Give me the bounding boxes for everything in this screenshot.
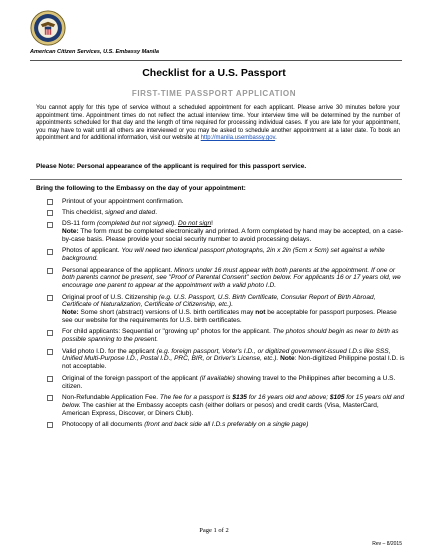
- item-emphasis: for 15 years old and below.: [62, 393, 405, 409]
- page-title: Checklist for a U.S. Passport: [142, 67, 286, 79]
- checkbox-icon[interactable]: [47, 249, 53, 255]
- note-label: Note: [280, 355, 295, 363]
- checkbox-icon[interactable]: [47, 349, 53, 355]
- item-emphasis: (e.g. foreign passport, Voter's I.D., or digitized government-issued I.D.s like SSS, Unified Multi-Purpose I.D., Postal I.D., PRC, BIR, or Driver's License, etc.).: [62, 347, 391, 363]
- note-label: Note:: [62, 309, 79, 317]
- item-note-text: The form must be completed electronically and printed. A form completed by hand may be accepted, on a case-by-case basis. Please provide your social security number to avoid processing delays.: [62, 228, 404, 244]
- item-emphasis: signed and dated: [104, 209, 156, 217]
- item-text: For child applicants: Sequential or "growing up" photos for the applicant.: [62, 328, 273, 336]
- item-text: DS-11 form: [62, 220, 97, 228]
- checklist-item-citizenship-proof: [36, 294, 406, 326]
- item-text: Original proof of U.S. Citizenship: [62, 293, 159, 301]
- item-emphasis: (front and back side all I.D.s preferably on a single page): [144, 420, 309, 428]
- item-text-end: showing travel to the Philippines after becoming a U.S. citizen.: [62, 374, 396, 390]
- item-emphasis: Minors under 16 must appear with both parents at the appointment. If one or both parents cannot be present, see "Proof of Parental Consent" section below. For applicants 16 or 17 years old, we encourage one parent to appear at the appointment with a valid photo I.D.: [62, 266, 401, 290]
- item-emphasis: (e.g. U.S. Passport, U.S. Birth Certificate, Consular Report of Birth Abroad, Certificate of Naturalization, Certificate of Citizenship, etc.).: [62, 293, 376, 309]
- checkbox-icon[interactable]: [47, 222, 53, 228]
- embassy-website-link[interactable]: http://manila.usembassy.gov: [200, 135, 276, 142]
- item-emphasis: (if available): [199, 374, 235, 382]
- item-emphasis: The fee for a passport is: [159, 393, 233, 401]
- item-text: !: [211, 220, 213, 228]
- item-text: Printout of your appointment confirmation.: [62, 198, 184, 205]
- item-text: Non-Refundable Application Fee.: [62, 393, 160, 401]
- checkbox-icon[interactable]: [47, 395, 53, 401]
- checklist-item-appointment: [36, 198, 406, 206]
- item-emphasis: You will need two identical passport photographs, 2in x 2in (5cm x 5cm) set against a white background.: [62, 247, 385, 263]
- item-note-text-end: be acceptable for passport purposes. Please see our website for the requirements for U.S. birth certificates.: [62, 309, 397, 325]
- item-emphasis: for 16 years old and above;: [246, 393, 330, 401]
- checkbox-icon[interactable]: [47, 199, 53, 205]
- item-note-text: : Non-digitized Philippine postal I.D. is not acceptable.: [62, 355, 405, 371]
- item-note-text: Some short (abstract) versions of U.S. birth certificates may: [78, 309, 256, 317]
- checkbox-icon[interactable]: [47, 268, 53, 274]
- checkbox-icon[interactable]: [47, 330, 53, 336]
- checklist-item-photos: [36, 247, 406, 263]
- checklist-item-photo-id: [36, 348, 406, 372]
- org-name: American Citizen Services, U.S. Embassy Manila: [30, 49, 160, 55]
- checkbox-icon[interactable]: [47, 295, 53, 301]
- revision-date: Rev – 8/2015: [372, 541, 402, 547]
- not-emphasis: not: [255, 309, 266, 317]
- bring-heading: Bring the following to the Embassy on the day of your appointment:: [36, 185, 246, 192]
- item-text: Photocopy of all documents: [62, 420, 145, 428]
- checklist-item-personal-appearance: [36, 267, 406, 291]
- fee-adult: $135: [232, 393, 247, 401]
- us-embassy-seal-icon: [30, 10, 66, 46]
- checklist-item-ds11: [36, 220, 406, 244]
- personal-appearance-note: Please Note: Personal appearance of the applicant is required for this passport service.: [36, 163, 307, 170]
- item-emphasis: (completed but not signed).: [96, 220, 178, 228]
- fee-minor: $105: [329, 393, 345, 401]
- item-text: This checklist,: [62, 209, 105, 217]
- do-not-sign-text: Do not sign: [177, 220, 212, 228]
- item-text-end: The cashier at the Embassy accepts cash (either dollars or pesos) and credit cards (Visa, MasterCard, American Express, Discover, or Diners Club).: [62, 401, 379, 417]
- item-text: Personal appearance of the applicant.: [62, 266, 175, 274]
- header-divider: [30, 60, 402, 61]
- checklist-item-child-photos: [36, 328, 406, 344]
- checklist-item-this-checklist: [36, 209, 406, 217]
- checkbox-icon[interactable]: [47, 376, 53, 382]
- intro-paragraph: [36, 105, 400, 143]
- item-text: Photos of applicant.: [62, 247, 122, 255]
- intro-end: .: [275, 135, 277, 142]
- note-label: Note:: [62, 228, 79, 236]
- checklist-item-photocopies: [36, 421, 406, 429]
- intro-text: You cannot apply for this type of service without a scheduled appointment for each applicant. Please arrive 30 minutes before your appointment time. Appointment times do not reflect the actual interview time. Your interview time will be determined by the number of appointments scheduled for that day and the length of time required for processing individual cases. If you are late for your appointment, you may have to wait until all others are interviewed or you may be asked to schedule another appointment at a later date. To book an appointment and for additional information, visit our website at: [36, 105, 400, 142]
- checklist-item-fee: [36, 394, 406, 418]
- section-divider: [30, 179, 402, 180]
- checkbox-icon[interactable]: [47, 422, 53, 428]
- item-text: Original of the foreign passport of the applicant: [62, 374, 200, 382]
- item-text-end: .: [155, 209, 158, 217]
- checkbox-icon[interactable]: [47, 210, 53, 216]
- page-number: Page 1 of 2: [199, 527, 229, 534]
- checklist: [36, 198, 406, 432]
- page-subtitle: FIRST-TIME PASSPORT APPLICATION: [131, 89, 297, 98]
- checklist-item-foreign-passport: [36, 375, 406, 391]
- item-text: Valid photo I.D. for the applicant: [62, 347, 157, 355]
- item-emphasis: The photos should begin as near to birth as possible spanning to the present.: [62, 328, 399, 344]
